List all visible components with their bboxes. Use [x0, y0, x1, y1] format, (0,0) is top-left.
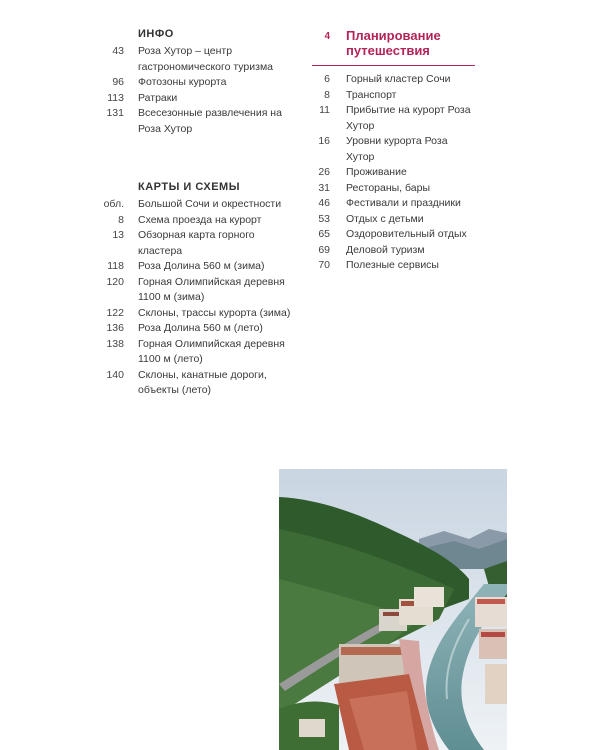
- maps-section-title: КАРТЫ И СХЕМЫ: [138, 181, 240, 193]
- toc-label: Ратраки: [138, 91, 178, 104]
- info-section-title: ИНФО: [138, 28, 174, 40]
- toc-page-number: 136: [106, 322, 124, 334]
- section-info: [96, 28, 296, 137]
- toc-label: Отдых с детьми: [346, 212, 424, 225]
- toc-entry[interactable]: [96, 91, 296, 107]
- planning-section-header[interactable]: [310, 28, 480, 58]
- toc-label: Склоны, канатные дороги, объекты (лето): [138, 368, 267, 396]
- toc-entry[interactable]: [96, 275, 296, 306]
- toc-entry[interactable]: [96, 106, 296, 137]
- toc-label: Транспорт: [346, 88, 397, 101]
- toc-entry[interactable]: [310, 227, 480, 243]
- toc-label: Рестораны, бары: [346, 181, 431, 194]
- toc-entry[interactable]: [310, 88, 480, 104]
- toc-label: Полезные сервисы: [346, 259, 439, 271]
- toc-label: Горная Олимпийская деревня 1100 м (зима): [138, 275, 285, 303]
- toc-page-number: 120: [106, 275, 124, 288]
- toc-entry[interactable]: [310, 103, 480, 134]
- toc-entry[interactable]: [96, 44, 296, 75]
- toc-entry[interactable]: [96, 75, 296, 91]
- toc-label: Роза Долина 560 м (лето): [138, 322, 263, 334]
- toc-entry[interactable]: [96, 368, 296, 399]
- toc-label: Всесезонные развлечения на Роза Хутор: [138, 107, 282, 135]
- toc-label: Горная Олимпийская деревня 1100 м (лето): [138, 337, 285, 365]
- toc-label: Большой Сочи и окрестности: [138, 198, 282, 210]
- toc-page-number: 53: [318, 212, 330, 225]
- toc-page-number: 138: [106, 337, 124, 350]
- toc-label: Оздоровительный отдых: [346, 228, 467, 240]
- toc-entry[interactable]: [96, 228, 296, 259]
- toc-page-number: 11: [319, 104, 330, 116]
- toc-label: Деловой туризм: [346, 243, 425, 256]
- toc-entry[interactable]: [310, 243, 480, 259]
- toc-label: Роза Долина 560 м (зима): [138, 260, 265, 272]
- info-toc-list: [96, 44, 296, 137]
- toc-page-number: 13: [112, 229, 124, 241]
- toc-page-number: 31: [318, 181, 330, 194]
- toc-page-number: 96: [112, 76, 124, 88]
- toc-entry[interactable]: [96, 259, 296, 275]
- planning-toc-list: [310, 72, 480, 274]
- toc-label: Горный кластер Сочи: [346, 73, 451, 85]
- toc-page-number: 113: [107, 91, 124, 104]
- toc-entry[interactable]: [310, 196, 480, 212]
- toc-page-number: 131: [106, 107, 124, 119]
- toc-page-number: 140: [106, 368, 124, 381]
- toc-label: Роза Хутор – центр гастрономического туризма: [138, 45, 274, 73]
- toc-label: Прибытие на курорт Роза Хутор: [346, 104, 471, 132]
- toc-label: Уровни курорта Роза Хутор: [346, 135, 448, 163]
- toc-label: Обзорная карта горного кластера: [138, 229, 255, 257]
- toc-label: Фотозоны курорта: [138, 76, 227, 88]
- toc-page-number: 26: [318, 166, 330, 178]
- resort-valley-photo: [279, 469, 507, 750]
- toc-entry[interactable]: [96, 337, 296, 368]
- toc-label: Склоны, трассы курорта (зима): [138, 306, 291, 319]
- toc-entry[interactable]: [310, 134, 480, 165]
- toc-page-number: 70: [318, 259, 330, 271]
- toc-page-number: 69: [318, 243, 330, 256]
- toc-entry[interactable]: [96, 213, 296, 229]
- toc-entry[interactable]: [96, 306, 296, 322]
- toc-label: Проживание: [346, 166, 407, 178]
- toc-entry[interactable]: [96, 321, 296, 337]
- toc-page-number: 118: [107, 260, 124, 272]
- section-maps: [96, 181, 296, 399]
- section-divider: [312, 65, 475, 66]
- toc-page-number: 8: [324, 88, 330, 101]
- toc-page-number: 6: [324, 73, 330, 85]
- toc-page-number: 43: [112, 45, 124, 57]
- toc-page-number: 65: [318, 228, 330, 240]
- section-title: Планирование путешествия: [346, 28, 441, 58]
- toc-page-number: 46: [318, 197, 330, 209]
- toc-page-number: обл.: [103, 198, 124, 210]
- toc-label: Фестивали и праздники: [346, 197, 461, 209]
- maps-toc-list: [96, 197, 296, 399]
- toc-entry[interactable]: [310, 181, 480, 197]
- resort-valley-illustration: [279, 469, 507, 750]
- toc-page-number: 122: [106, 306, 124, 319]
- toc-entry[interactable]: [310, 165, 480, 181]
- section-number: 4: [324, 31, 330, 42]
- toc-entry[interactable]: [310, 72, 480, 88]
- toc-entry[interactable]: [310, 258, 480, 274]
- toc-entry[interactable]: [96, 197, 296, 213]
- right-toc-column: [310, 28, 480, 274]
- left-toc-column: [96, 28, 296, 399]
- toc-entry[interactable]: [310, 212, 480, 228]
- toc-page-number: 8: [118, 213, 124, 226]
- toc-page-number: 16: [318, 135, 330, 147]
- toc-label: Схема проезда на курорт: [138, 213, 262, 226]
